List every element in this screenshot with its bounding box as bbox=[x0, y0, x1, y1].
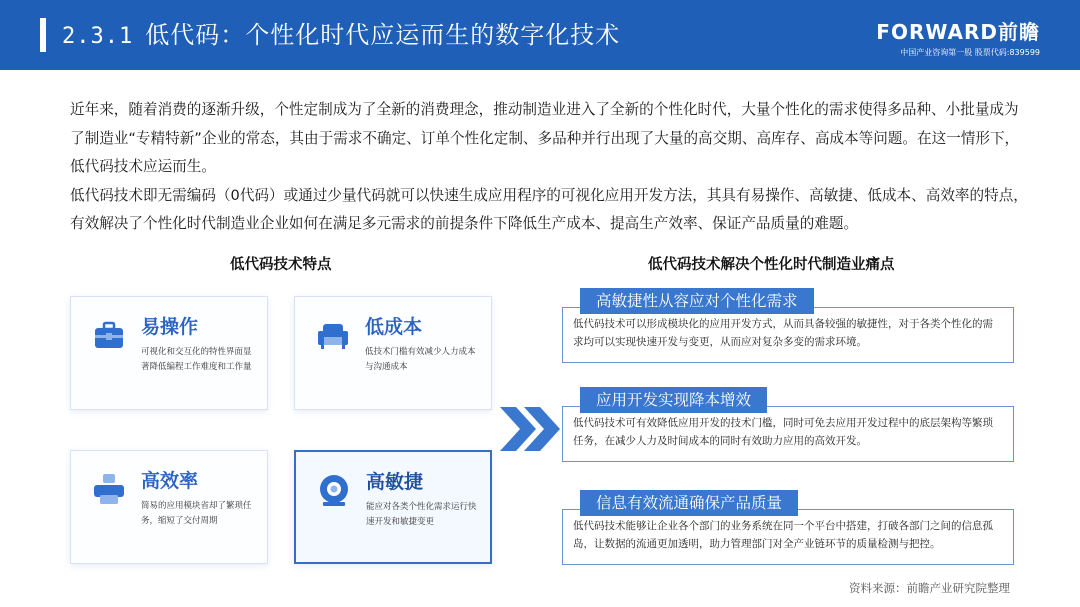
agility-icon bbox=[316, 472, 352, 508]
title-text: 低代码：个性化时代应运而生的数字化技术 bbox=[145, 21, 621, 49]
pain-points-heading: 低代码技术解决个性化时代制造业痛点 bbox=[648, 257, 895, 273]
feature-title: 高敏捷 bbox=[366, 471, 424, 493]
pain-point-box-agility bbox=[562, 307, 1014, 363]
brand-name: FORWARD前瞻 bbox=[876, 20, 1040, 44]
brand-subtitle: 中国产业咨询第一股 股票代码:839599 bbox=[900, 48, 1040, 57]
title-accent-bar bbox=[40, 18, 46, 52]
sofa-icon bbox=[315, 317, 351, 353]
intro-paragraph-1: 近年来，随着消费的逐渐升级，个性定制成为了全新的消费理念，推动制造业进入了全新的个性化时代，大量个性化的需求使得多品种、小批量成为了制造业“专精特新”企业的常态，其由于需求不确定、订单个性化定制、多品种并行出现了大量的高交期、高库存、高成本等问题。在这一情形下，低代码技术应运而生。 bbox=[70, 101, 1020, 175]
feature-card-ease bbox=[70, 296, 268, 410]
feature-title: 高效率 bbox=[141, 470, 199, 492]
briefcase-icon bbox=[91, 317, 127, 353]
brand-logo bbox=[876, 16, 1040, 58]
feature-desc: 低技术门槛有效减少人力成本与沟通成本 bbox=[365, 347, 476, 372]
intro-paragraph-2: 低代码技术即无需编码（0代码）或通过少量代码就可以快速生成应用程序的可视化应用开发方法，其具有易操作、高敏捷、低成本、高效率的特点，有效解决了个性化时代制造业企业如何在满足多元需求的前提条件下降低生产成本、提高生产效率、保证产品质量的难题。 bbox=[70, 186, 1028, 232]
page-title bbox=[62, 15, 620, 50]
intro-text bbox=[70, 96, 1030, 239]
pain-point-tag: 高敏捷性从容应对个性化需求 bbox=[580, 288, 814, 314]
feature-card-efficiency bbox=[70, 450, 268, 564]
feature-desc: 简易的应用模块省却了繁琐任务，缩短了交付周期 bbox=[141, 501, 252, 526]
pain-point-desc: 低代码技术能够让企业各个部门的业务系统在同一个平台中搭建，打破各部门之间的信息孤岛，让数据的流通更加透明，助力管理部门对全产业链环节的质量检测与把控。 bbox=[573, 520, 993, 550]
source-note: 资料来源：前瞻产业研究院整理 bbox=[849, 581, 1010, 595]
double-chevron-icon bbox=[498, 403, 562, 455]
section-number: 2.3.1 bbox=[62, 24, 134, 49]
pain-point-box-quality bbox=[562, 509, 1014, 565]
pain-point-box-efficiency bbox=[562, 406, 1014, 462]
features-heading: 低代码技术特点 bbox=[230, 257, 332, 273]
feature-title: 易操作 bbox=[141, 316, 199, 338]
feature-card-cost bbox=[294, 296, 492, 410]
feature-title: 低成本 bbox=[365, 316, 423, 338]
efficiency-icon bbox=[91, 471, 127, 507]
feature-desc: 可视化和交互化的特性界面显著降低编程工作难度和工作量 bbox=[141, 347, 252, 372]
header-banner bbox=[0, 0, 1080, 70]
pain-point-desc: 低代码技术可有效降低应用开发的技术门槛，同时可免去应用开发过程中的底层架构等繁琐任务，在减少人力及时间成本的同时有效助力应用的高效开发。 bbox=[573, 417, 993, 447]
pain-point-desc: 低代码技术可以形成模块化的应用开发方式，从而具备较强的敏捷性，对于各类个性化的需求均可以实现快速开发与变更，从而应对复杂多变的需求环境。 bbox=[573, 318, 993, 348]
pain-point-tag: 信息有效流通确保产品质量 bbox=[580, 490, 798, 516]
feature-desc: 能应对各类个性化需求运行快速开发和敏捷变更 bbox=[366, 502, 477, 527]
feature-card-agility bbox=[294, 450, 492, 564]
pain-point-tag: 应用开发实现降本增效 bbox=[580, 387, 767, 413]
